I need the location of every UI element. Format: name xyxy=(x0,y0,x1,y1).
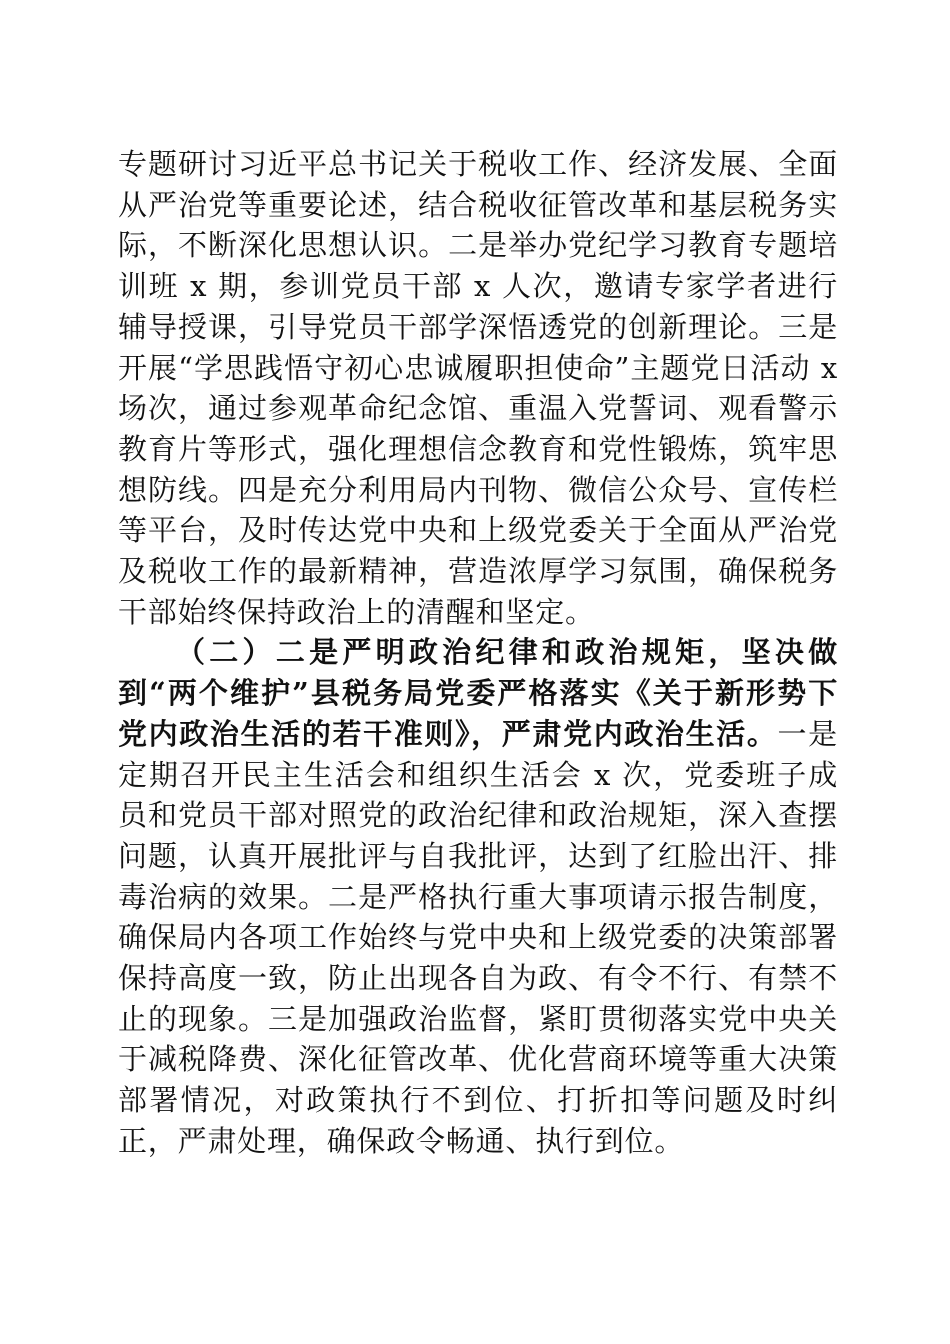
paragraph-1-text: 专题研讨习近平总书记关于税收工作、经济发展、全面从严治党等重要论述，结合税收征管改革和基层税务实际，不断深化思想认识。二是举办党纪学习教育专题培训班 x 期，参训党员干部 x 人次，邀请专家学者进行辅导授课，引导党员干部学深悟透党的创新理论。三是开展“学思践悟守初心忠诚履职担使命”主题党日活动 x 场次，通过参观革命纪念馆、重温入党誓词、观看警示教育片等形式，强化理想信念教育和党性锻炼，筑牢思想防线。四是充分利用局内刊物、微信公众号、宣传栏等平台，及时传达党中央和上级党委关于全面从严治党及税收工作的最新精神，营造浓厚学习氛围，确保税务干部始终保持政治上的清醒和坚定。 xyxy=(118,147,838,629)
document-body xyxy=(118,144,838,1162)
paragraph-section-2 xyxy=(118,632,838,1161)
paragraph-continued xyxy=(118,144,838,632)
section-2-heading: （二）二是严明政治纪律和政治规矩，坚决做到“两个维护”县税务局党委严格落实《关于新形势下党内政治生活的若干准则》，严肃党内政治生活。 xyxy=(118,635,838,751)
paragraph-2-text: 一是定期召开民主生活会和组织生活会 x 次，党委班子成员和党员干部对照党的政治纪律和政治规矩，深入查摆问题，认真开展批评与自我批评，达到了红脸出汗、排毒治病的效果。二是严格执行重大事项请示报告制度，确保局内各项工作始终与党中央和上级党委的决策部署保持高度一致，防止出现各自为政、有令不行、有禁不止的现象。三是加强政治监督，紧盯贯彻落实党中央关于减税降费、深化征管改革、优化营商环境等重大决策部署情况，对政策执行不到位、打折扣等问题及时纠正，严肃处理，确保政令畅通、执行到位。 xyxy=(118,716,838,1158)
